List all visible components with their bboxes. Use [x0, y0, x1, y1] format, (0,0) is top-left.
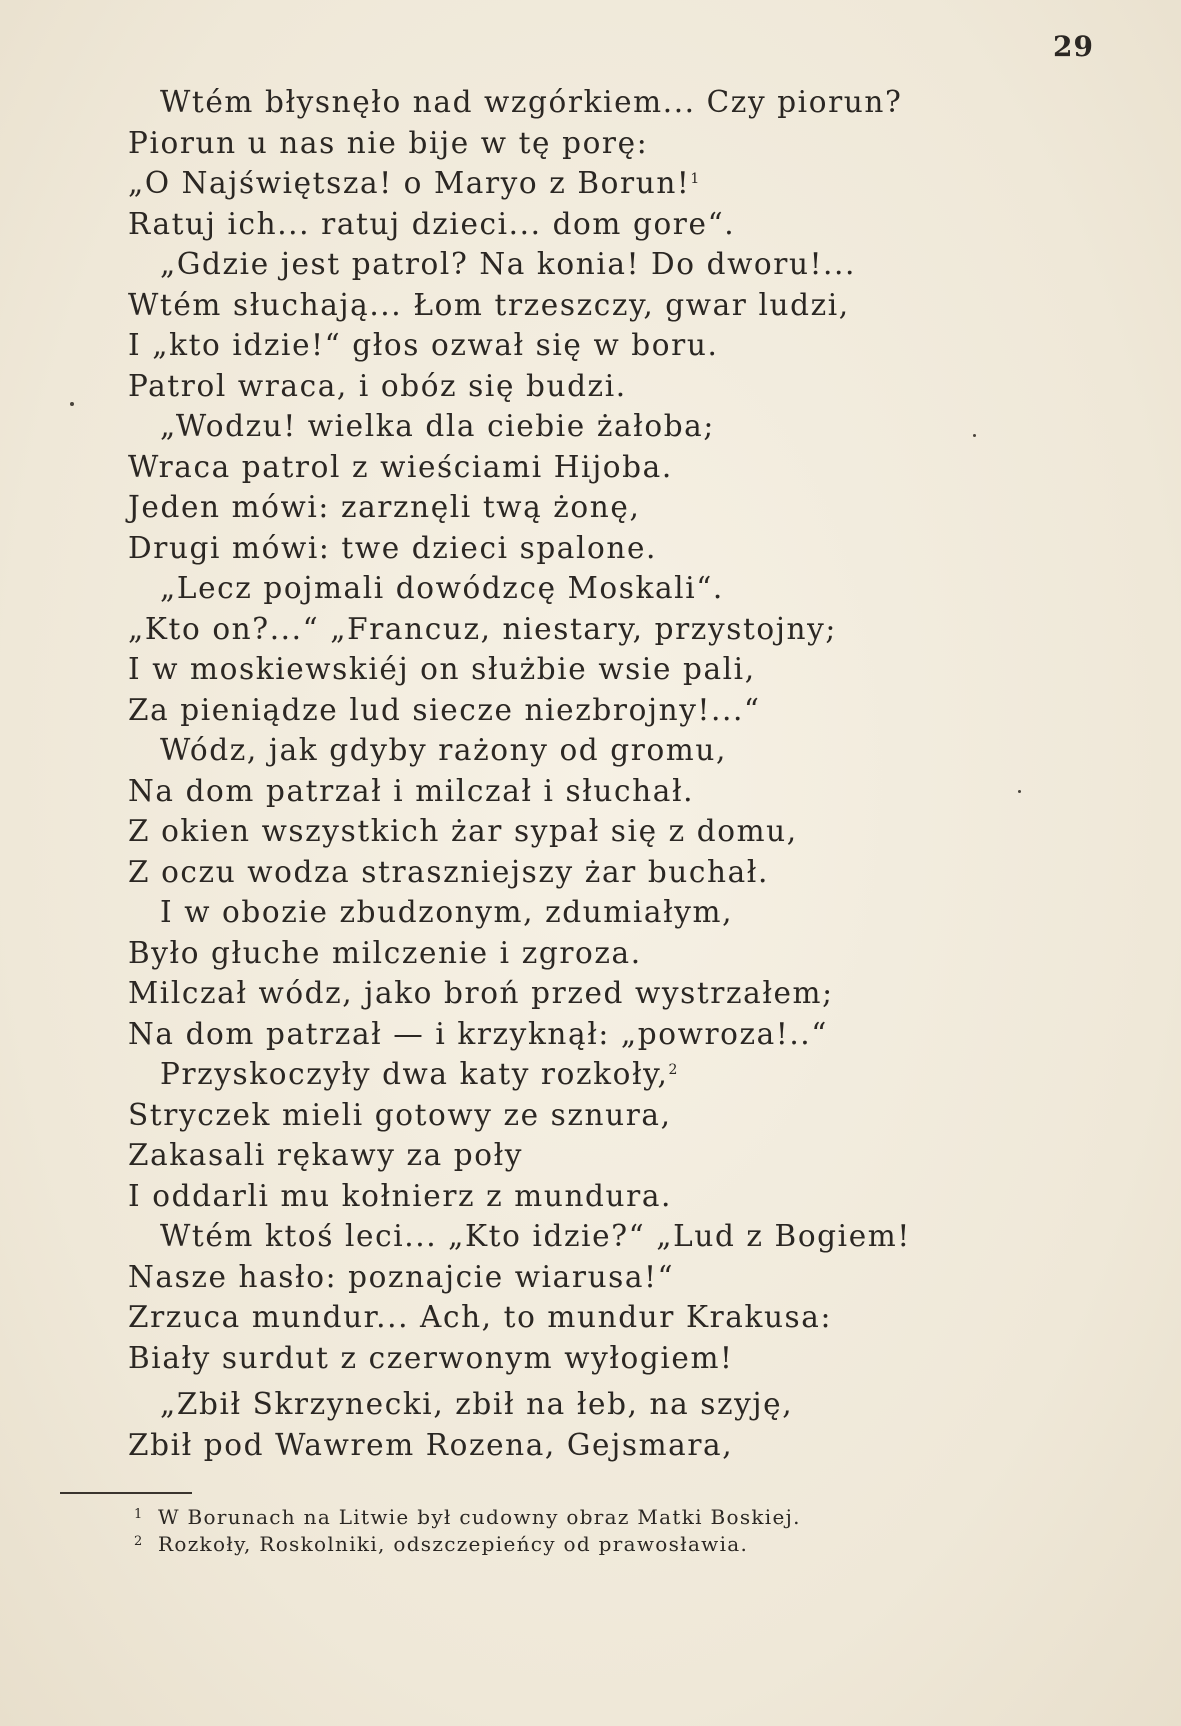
verse-line: [128, 325, 718, 365]
verse-line: [128, 285, 850, 325]
footnote: [130, 1531, 801, 1558]
verse-line: [128, 1176, 672, 1216]
verse-line: [160, 82, 902, 122]
footnote-reference: 2: [668, 1062, 679, 1078]
verse-line-text: Wtém słuchają... Łom trzeszczy, gwar ludzi,: [128, 287, 850, 322]
verse-line-text: Wraca patrol z wieściami Hijoba.: [128, 449, 673, 484]
verse-line: [160, 244, 856, 284]
verse-line-text: I w moskiewskiéj on służbie wsie pali,: [128, 652, 756, 686]
verse-line-text: Patrol wraca, i obóz się budzi.: [128, 368, 627, 403]
verse-line: [128, 933, 642, 973]
footnote-mark: 1: [134, 1507, 144, 1522]
verse-line: [128, 528, 657, 568]
verse-line: [160, 1384, 793, 1424]
footnote-text: Rozkoły, Roskolniki, odszczepieńcy od prawosławia.: [158, 1532, 749, 1556]
verse-line-text: „Lecz pojmali dowódzcę Moskali“.: [160, 571, 724, 605]
footnote-reference: 1: [690, 171, 701, 187]
verse-line-text: „Wodzu! wielka dla ciebie żałoba;: [160, 409, 715, 443]
verse-line: [128, 1257, 674, 1297]
verse-line-text: Milczał wódz, jako broń przed wystrzałem;: [128, 976, 834, 1010]
verse-line-text: Z oczu wodza straszniejszy żar buchał.: [128, 854, 769, 889]
verse-line-text: Zrzuca mundur... Ach, to mundur Krakusa:: [128, 1300, 833, 1334]
verse-line-text: Za pieniądze lud siecze niezbrojny!...“: [128, 692, 761, 727]
verse-line-text: I „kto idzie!“ głos ozwał się w boru.: [128, 328, 719, 362]
verse-line-text: „O Najświętsza! o Maryo z Borun!: [128, 166, 691, 200]
verse-line-text: Piorun u nas nie bije w tę porę:: [128, 125, 649, 160]
footnote-text: W Borunach na Litwie był cudowny obraz Matki Boskiej.: [158, 1505, 801, 1529]
verse-line: [160, 892, 733, 932]
verse-line: [128, 1095, 672, 1135]
verse-line-text: Jeden mówi: zarznęli twą żonę,: [128, 490, 641, 524]
verse-line-text: Przyskoczyły dwa katy rozkoły,: [160, 1057, 669, 1091]
verse-line-text: Na dom patrzał i milczał i słuchał.: [128, 773, 695, 808]
print-speck: [70, 402, 74, 406]
verse-line: [160, 1054, 679, 1094]
verse-line: [128, 204, 735, 244]
verse-line: [128, 649, 756, 689]
verse-line-text: Zakasali rękawy za poły: [128, 1138, 524, 1172]
verse-line: [128, 852, 769, 892]
verse-line-text: Ratuj ich... ratuj dzieci... dom gore“.: [128, 206, 736, 241]
verse-line-text: I oddarli mu kołnierz z mundura.: [128, 1178, 672, 1213]
verse-line-text: Nasze hasło: poznajcie wiarusa!“: [128, 1259, 675, 1294]
verse-line-text: Drugi mówi: twe dzieci spalone.: [128, 530, 658, 565]
verse-line: [128, 447, 673, 487]
verse-line: [160, 568, 724, 608]
verse-line: [160, 406, 715, 446]
verse-line: [160, 730, 727, 770]
footnotes: [130, 1504, 801, 1558]
print-speck: [1018, 790, 1021, 793]
verse-line: [128, 811, 798, 851]
verse-line: [128, 609, 837, 649]
verse-line-text: Na dom patrzał — i krzyknął: „powroza!..“: [128, 1016, 828, 1051]
verse-line: [128, 771, 694, 811]
verse-line-text: Wtém ktoś leci... „Kto idzie?“ „Lud z Bogiem!: [160, 1219, 911, 1253]
verse-line: [128, 1135, 523, 1175]
verse-line: [128, 1425, 733, 1465]
footnote-separator: [60, 1492, 192, 1494]
verse-line: [128, 1297, 832, 1337]
verse-line-text: Z okien wszystkich żar sypał się z domu,: [128, 814, 798, 848]
verse-line-text: Stryczek mieli gotowy ze sznura,: [128, 1097, 672, 1132]
verse-line-text: „Zbił Skrzynecki, zbił na łeb, na szyję,: [160, 1387, 794, 1421]
verse-line: [128, 163, 701, 203]
verse-line: [128, 973, 834, 1013]
verse-line: [128, 1338, 733, 1378]
verse-line-text: Zbił pod Wawrem Rozena, Gejsmara,: [128, 1427, 734, 1462]
footnote-mark: 2: [134, 1534, 144, 1549]
verse-line-text: Biały surdut z czerwonym wyłogiem!: [128, 1340, 734, 1375]
page-number: 29: [1053, 30, 1094, 63]
verse-line: [160, 1216, 911, 1256]
print-speck: [973, 434, 976, 437]
verse-line-text: Wódz, jak gdyby rażony od gromu,: [160, 733, 727, 767]
verse-line: [128, 690, 761, 730]
footnote: [130, 1504, 801, 1531]
verse-line: [128, 123, 648, 163]
verse-line: [128, 1014, 828, 1054]
verse-line-text: Było głuche milczenie i zgroza.: [128, 935, 642, 970]
verse-line-text: „Gdzie jest patrol? Na konia! Do dworu!...: [160, 247, 856, 281]
verse-line: [128, 366, 627, 406]
verse-line-text: Wtém błysnęło nad wzgórkiem... Czy piorun?: [160, 85, 903, 119]
verse-line: [128, 487, 640, 527]
verse-line-text: „Kto on?...“ „Francuz, niestary, przystojny;: [128, 611, 837, 646]
verse-line-text: I w obozie zbudzonym, zdumiałym,: [160, 895, 734, 929]
